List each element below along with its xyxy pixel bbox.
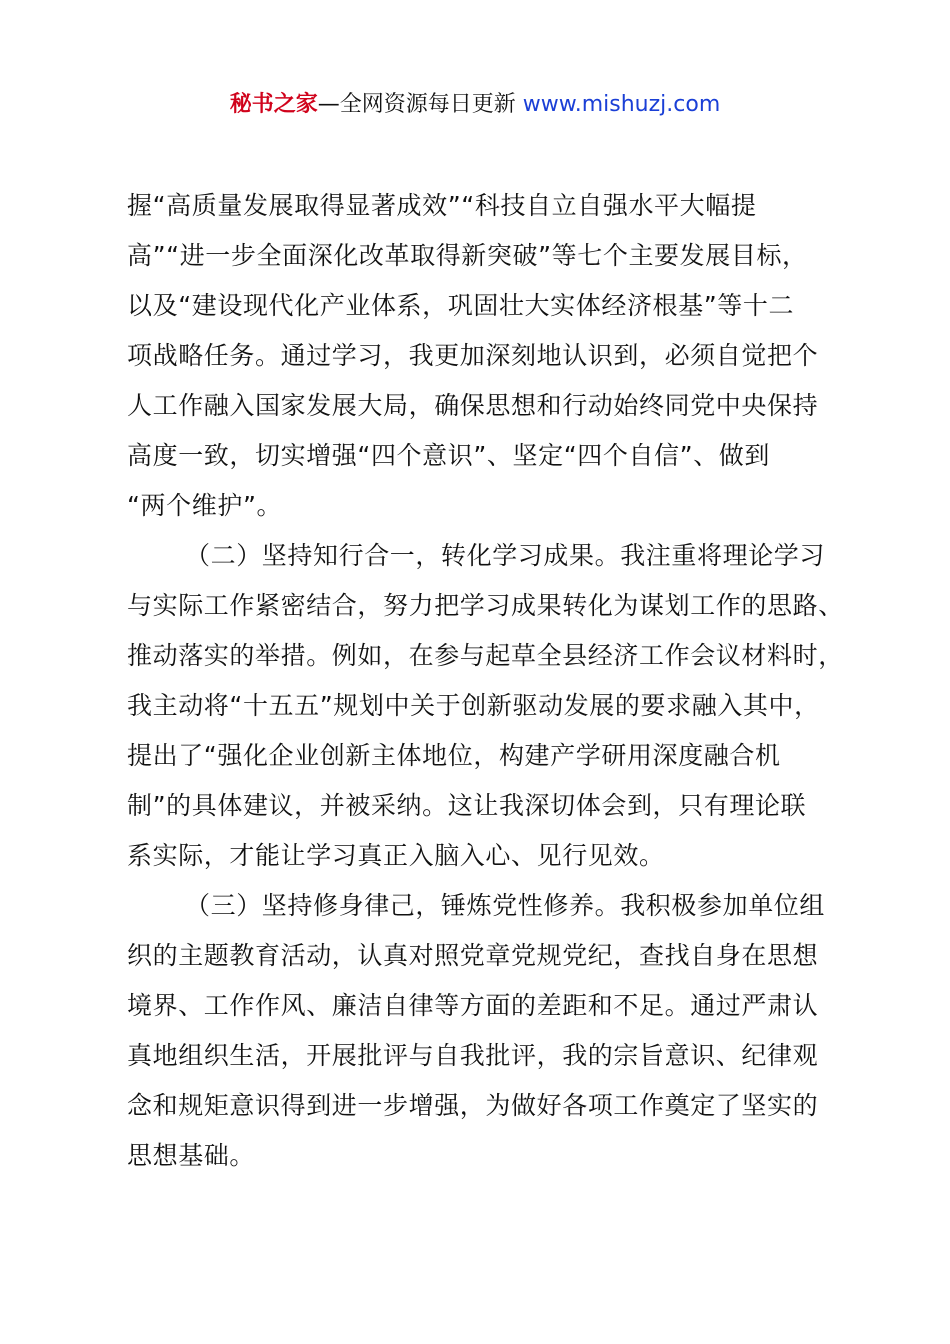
paragraph-three-heading-line: （三）坚持修身律己，锤炼党性修养。我积极参加单位组 xyxy=(185,891,826,920)
header-tagline: —全网资源每日更新 xyxy=(317,92,523,117)
text-line: 织的主题教育活动，认真对照党章党规党纪，查找自身在思想 xyxy=(127,941,819,970)
text-line: 系实际，才能让学习真正入脑入心、见行见效。 xyxy=(127,841,665,870)
text-line: 握“高质量发展取得显著成效”“科技自立自强水平大幅提 xyxy=(127,191,757,220)
text-line: 境界、工作作风、廉洁自律等方面的差距和不足。通过严肃认 xyxy=(127,991,819,1020)
text-line: 思想基础。 xyxy=(127,1141,256,1170)
text-line: 人工作融入国家发展大局，确保思想和行动始终同党中央保持 xyxy=(127,391,819,420)
brand-name: 秘书之家 xyxy=(229,92,318,117)
document-body xyxy=(127,181,867,1181)
text-line: 真地组织生活，开展批评与自我批评，我的宗旨意识、纪律观 xyxy=(127,1041,819,1070)
text-line: 项战略任务。通过学习，我更加深刻地认识到，必须自觉把个 xyxy=(127,341,819,370)
text-line: 与实际工作紧密结合，努力把学习成果转化为谋划工作的思路、 xyxy=(127,591,844,620)
text-line: 推动落实的举措。例如，在参与起草全县经济工作会议材料时， xyxy=(127,641,844,670)
text-line: 高度一致，切实增强“四个意识”、坚定“四个自信”、做到 xyxy=(127,441,771,470)
text-line: 我主动将“十五五”规划中关于创新驱动发展的要求融入其中， xyxy=(127,691,820,720)
paragraph-two-heading-line: （二）坚持知行合一，转化学习成果。我注重将理论学习 xyxy=(185,541,826,570)
text-line: 制”的具体建议，并被采纳。这让我深切体会到，只有理论联 xyxy=(127,791,807,820)
text-line: “两个维护”。 xyxy=(127,491,283,520)
text-line: 念和规矩意识得到进一步增强，为做好各项工作奠定了坚实的 xyxy=(127,1091,819,1120)
text-line: 以及“建设现代化产业体系，巩固壮大实体经济根基”等十二 xyxy=(127,291,795,320)
text-line: 高”“进一步全面深化改革取得新突破”等七个主要发展目标， xyxy=(127,241,808,270)
page-header xyxy=(0,88,950,122)
site-url-link[interactable]: www.mishuzj.com xyxy=(522,92,721,117)
text-line: 提出了“强化企业创新主体地位，构建产学研用深度融合机 xyxy=(127,741,781,770)
